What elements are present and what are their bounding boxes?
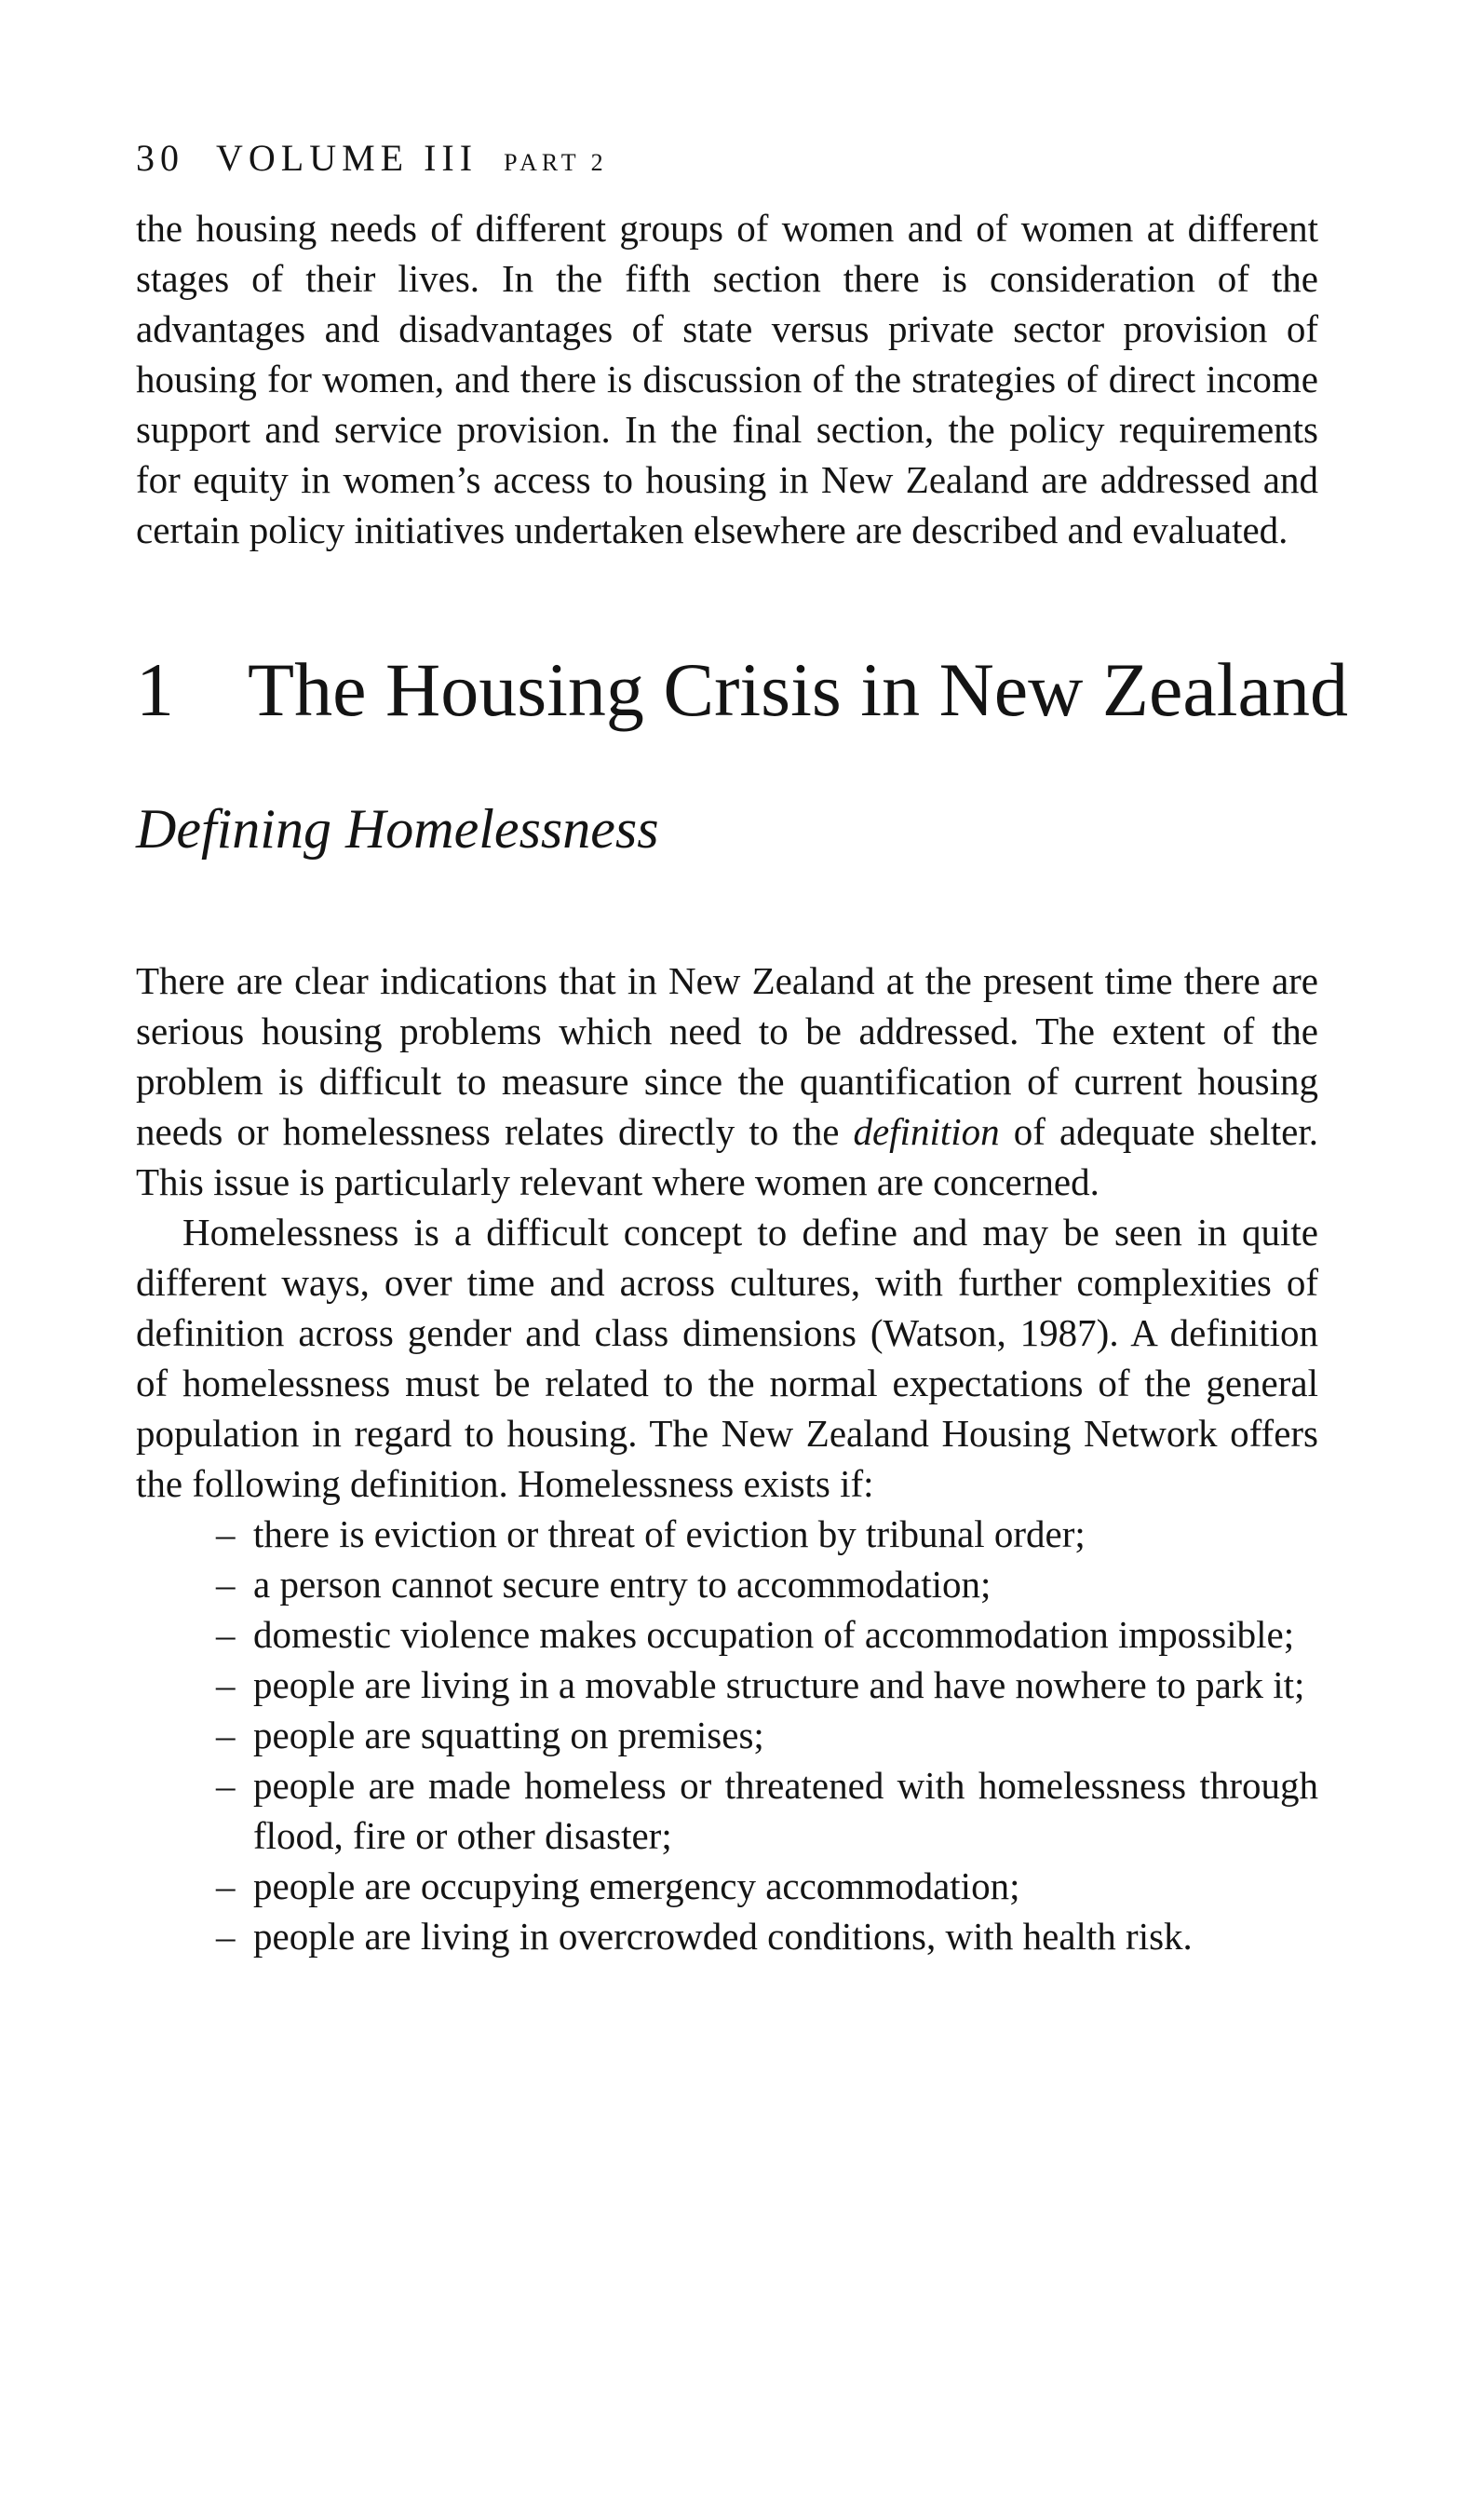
list-item xyxy=(216,1861,1318,1911)
list-item xyxy=(216,1660,1318,1710)
dash-marker: – xyxy=(216,1563,236,1606)
chapter-heading xyxy=(136,647,1348,732)
dash-marker: – xyxy=(216,1512,236,1555)
list-item-text: there is eviction or threat of eviction by tribunal order; xyxy=(253,1512,1086,1555)
list-item xyxy=(216,1559,1318,1609)
dash-marker: – xyxy=(216,1613,236,1656)
list-item-text: people are squatting on premises; xyxy=(253,1714,764,1756)
list-item-text: domestic violence makes occupation of accommodation impossible; xyxy=(253,1613,1295,1656)
part-label: PART 2 xyxy=(504,149,608,176)
list-item xyxy=(216,1609,1318,1660)
page-number: 30 xyxy=(136,137,184,179)
section-heading: Defining Homelessness xyxy=(136,798,659,860)
chapter-title: The Housing Crisis in New Zealand xyxy=(248,647,1348,732)
running-header xyxy=(136,137,1318,179)
list-item-text: people are living in a movable structure and have nowhere to park it; xyxy=(253,1663,1305,1706)
list-item-text: people are living in overcrowded conditions, with health risk. xyxy=(253,1915,1193,1958)
list-item xyxy=(216,1509,1318,1559)
list-item-text: people are made homeless or threatened with homelessness through flood, fire or other disaster; xyxy=(253,1764,1318,1857)
dash-marker: – xyxy=(216,1714,236,1756)
paragraph-1-text-start: There are clear indications that in New Zealand at the present time there are serious housing problems which need to be addressed. The extent of the problem is difficult to measure since the quantification of current housing needs or homelessness relates directly to the xyxy=(136,959,1318,1153)
dash-marker: – xyxy=(216,1864,236,1907)
dash-marker: – xyxy=(216,1915,236,1958)
dash-marker: – xyxy=(216,1663,236,1706)
homelessness-conditions-list xyxy=(136,1509,1318,1961)
chapter-number: 1 xyxy=(136,647,174,732)
dash-marker: – xyxy=(216,1764,236,1807)
list-item-text: people are occupying emergency accommodation; xyxy=(253,1864,1020,1907)
list-item-text: a person cannot secure entry to accommodation; xyxy=(253,1563,992,1606)
body-paragraph-1 xyxy=(136,956,1318,1207)
emphasized-term: definition xyxy=(853,1110,1000,1153)
intro-paragraph: the housing needs of different groups of women and of women at different stages of their lives. In the fifth section there is consideration of the advantages and disadvantages of state versus private sector provision of housing for women, and there is discussion of the strategies of direct income support and service provision. In the final section, the policy requirements for equity in women’s access to housing in New Zealand are addressed and certain policy initiatives undertaken elsewhere are described and evaluated. xyxy=(136,207,1318,551)
list-item xyxy=(216,1760,1318,1861)
book-page xyxy=(136,137,1348,1961)
body-paragraph-2: Homelessness is a difficult concept to define and may be seen in quite different ways, over time and across cultures, with further complexities of definition across gender and class dimensions (Watson, 1987). A definition of homelessness must be related to the normal expectations of the general population in regard to housing. The New Zealand Housing Network offers the following definition. Homelessness exists if: xyxy=(136,1211,1318,1505)
list-item xyxy=(216,1710,1318,1760)
paragraph-1-text-end: of adequate shelter. This issue is particularly relevant where women are concerned. xyxy=(136,1110,1318,1203)
volume-label: VOLUME III xyxy=(216,137,479,179)
list-item xyxy=(216,1911,1318,1961)
